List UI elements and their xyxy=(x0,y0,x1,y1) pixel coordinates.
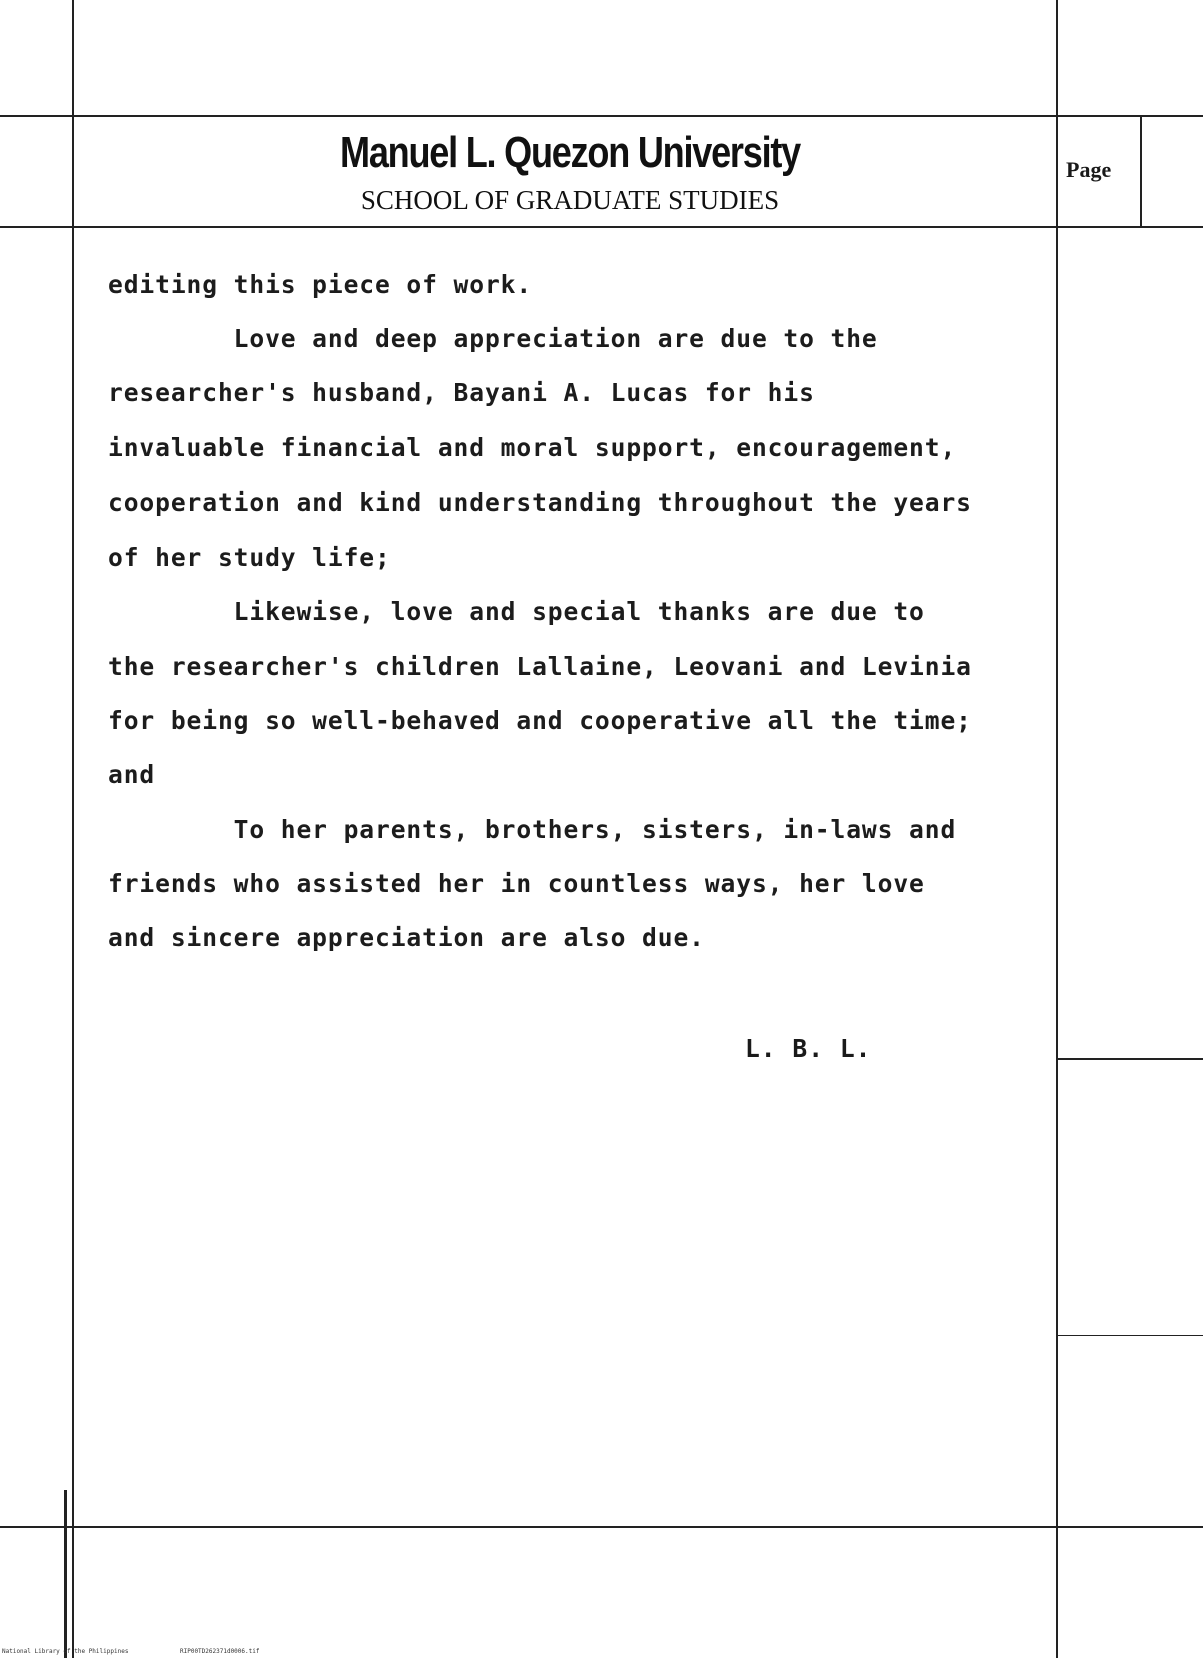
school-name: SCHOOL OF GRADUATE STUDIES xyxy=(360,185,780,215)
text-line: and sincere appreciation are also due. xyxy=(108,923,705,952)
text-line: cooperation and kind understanding throughout the years xyxy=(108,488,972,517)
text-line: researcher's husband, Bayani A. Lucas for his xyxy=(108,378,815,407)
footer-left-rule xyxy=(64,1490,67,1658)
header-top-rule xyxy=(0,115,1203,117)
text-line: for being so well-behaved and cooperative all the time; xyxy=(108,706,972,735)
library-source-label: National Library of the Philippines xyxy=(2,1648,129,1655)
university-name: Manuel L. Quezon University xyxy=(340,128,800,177)
left-margin-rule xyxy=(72,0,74,1658)
author-initials: L. B. L. xyxy=(745,1034,872,1063)
page-box-rule xyxy=(1140,115,1142,226)
scan-file-id: RIP00TD262371d0006.tif xyxy=(180,1648,260,1655)
right-column-rule-2 xyxy=(1056,1335,1203,1336)
text-line: of her study life; xyxy=(108,543,391,572)
text-line: To her parents, brothers, sisters, in-laws and xyxy=(108,815,957,844)
text-line: Likewise, love and special thanks are due to xyxy=(108,597,925,626)
text-line: friends who assisted her in countless ways, her love xyxy=(108,869,925,898)
text-line: Love and deep appreciation are due to the xyxy=(108,324,878,353)
text-line: the researcher's children Lallaine, Leovani and Levinia xyxy=(108,652,972,681)
right-column-rule-1 xyxy=(1056,1058,1203,1060)
header-bottom-rule xyxy=(0,226,1203,228)
text-line: invaluable financial and moral support, encouragement, xyxy=(108,433,957,462)
footer-rule xyxy=(0,1526,1203,1528)
text-line: editing this piece of work. xyxy=(108,270,533,299)
text-line: and xyxy=(108,760,156,789)
right-margin-rule xyxy=(1056,0,1058,1658)
page-label: Page xyxy=(1066,157,1112,182)
